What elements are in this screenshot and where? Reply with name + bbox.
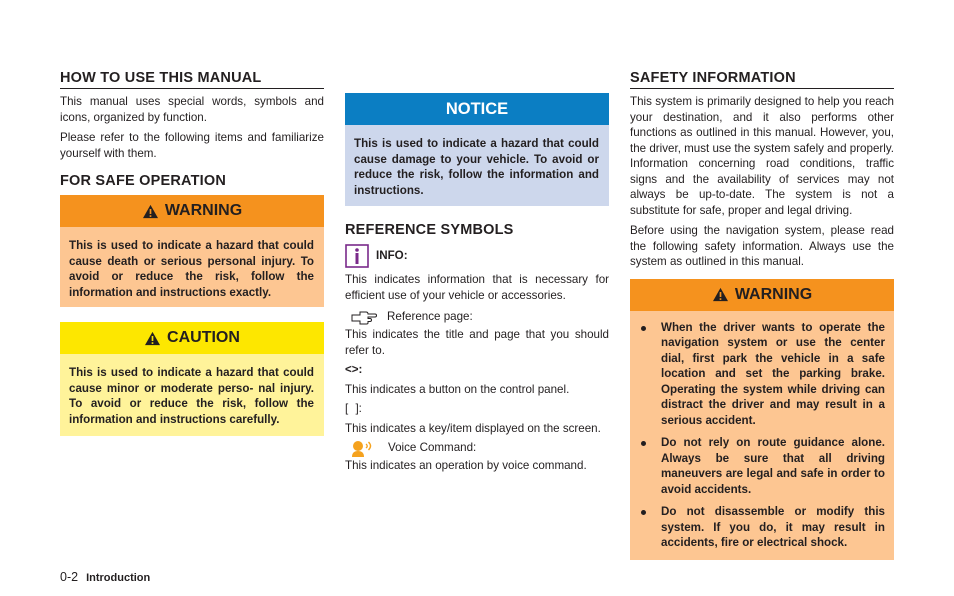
list-item: Do not disassemble or modify this system. If you do, it may result in accidents, fire or electrical shock. bbox=[639, 504, 885, 551]
voice-symbol-row bbox=[345, 438, 609, 458]
caution-text: This is used to indicate a hazard that could cause minor or moderate perso- nal injury. To avoid or reduce the risk, follow the information and instructions carefully. bbox=[60, 354, 324, 436]
warning-text: This is used to indicate a hazard that could cause death or serious personal injury. To avoid or reduce the risk, follow the information and instructions exactly. bbox=[60, 227, 324, 307]
column-safety-information bbox=[630, 70, 894, 560]
safety-warning-title: WARNING bbox=[734, 285, 813, 303]
safety-paragraph-1: This system is primarily designed to help you reach your destination, and it also performs other functions as outlined in this manual. However, you, the driver, must use the system safely and properly. Information concerning road conditions, traffic signs and the availability of services may not always be up-to-date. The system is not a substitute for safe, proper and legal driving. bbox=[630, 95, 894, 217]
warning-triangle-icon bbox=[712, 287, 729, 302]
warning-triangle-icon bbox=[144, 331, 161, 346]
info-icon bbox=[345, 244, 369, 268]
caution-title: CAUTION bbox=[167, 329, 240, 346]
warning-box-header bbox=[60, 195, 324, 227]
info-description: This indicates information that is necessary for efficient use of your vehicle or accessories. bbox=[345, 273, 609, 302]
safety-warning-box bbox=[630, 279, 894, 560]
footer-section-title: Introduction bbox=[86, 572, 151, 584]
list-item: When the driver wants to operate the navigation system or use the center dial, first park the vehicle in a safe location and set the parking brake. Operating the system while driving can distract the driver and may result in a serious accident. bbox=[639, 320, 885, 429]
button-label: <>: bbox=[345, 363, 363, 376]
notice-box bbox=[345, 93, 609, 206]
warning-triangle-icon bbox=[142, 204, 159, 219]
info-symbol-row bbox=[345, 244, 609, 268]
button-symbol-row bbox=[345, 362, 609, 378]
subheading-safe-operation: FOR SAFE OPERATION bbox=[60, 173, 227, 189]
voice-description: This indicates an operation by voice command. bbox=[345, 459, 587, 472]
safety-warning-list bbox=[639, 320, 885, 551]
page-footer bbox=[60, 570, 150, 584]
caution-box-header bbox=[60, 322, 324, 354]
safety-paragraph-2: Before using the navigation system, please read the following safety information. Always use the system as outlined in this manual. bbox=[630, 224, 894, 268]
voice-command-icon bbox=[349, 438, 375, 458]
subheading-reference-symbols: REFERENCE SYMBOLS bbox=[345, 222, 514, 238]
page-number: 0-2 bbox=[60, 570, 79, 584]
reference-description: This indicates the title and page that you should refer to. bbox=[345, 328, 609, 357]
notice-title: NOTICE bbox=[445, 99, 509, 118]
column-reference bbox=[345, 93, 609, 479]
notice-text: This is used to indicate a hazard that could cause damage to your vehicle. To avoid or reduce the risk, follow the information and instructions. bbox=[345, 125, 609, 206]
section-heading-how-to-use: HOW TO USE THIS MANUAL bbox=[60, 70, 324, 89]
reference-symbol-row bbox=[345, 309, 609, 325]
reference-hand-icon bbox=[351, 309, 377, 325]
list-item: Do not rely on route guidance alone. Always be sure that all driving maneuvers are legal and safe in order to avoid accidents. bbox=[639, 435, 885, 497]
caution-box bbox=[60, 322, 324, 436]
key-symbol-row bbox=[345, 401, 609, 417]
reference-label: Reference page: bbox=[387, 310, 473, 324]
section-heading-safety: SAFETY INFORMATION bbox=[630, 70, 894, 89]
key-description: This indicates a key/item displayed on the screen. bbox=[345, 421, 601, 435]
warning-title: WARNING bbox=[164, 202, 243, 219]
safety-warning-content bbox=[630, 311, 894, 560]
safety-warning-header bbox=[630, 279, 894, 311]
voice-label: Voice Command: bbox=[388, 441, 477, 455]
info-label: INFO: bbox=[376, 249, 408, 263]
intro-paragraph: This manual uses special words, symbols and icons, organized by function. bbox=[60, 95, 324, 124]
notice-box-header bbox=[345, 93, 609, 125]
button-description: This indicates a button on the control panel. bbox=[345, 382, 570, 396]
column-how-to-use bbox=[60, 70, 324, 436]
refer-paragraph: Please refer to the following items and familiarize yourself with them. bbox=[60, 131, 324, 160]
key-label: [ ]: bbox=[345, 402, 362, 415]
warning-box bbox=[60, 195, 324, 307]
